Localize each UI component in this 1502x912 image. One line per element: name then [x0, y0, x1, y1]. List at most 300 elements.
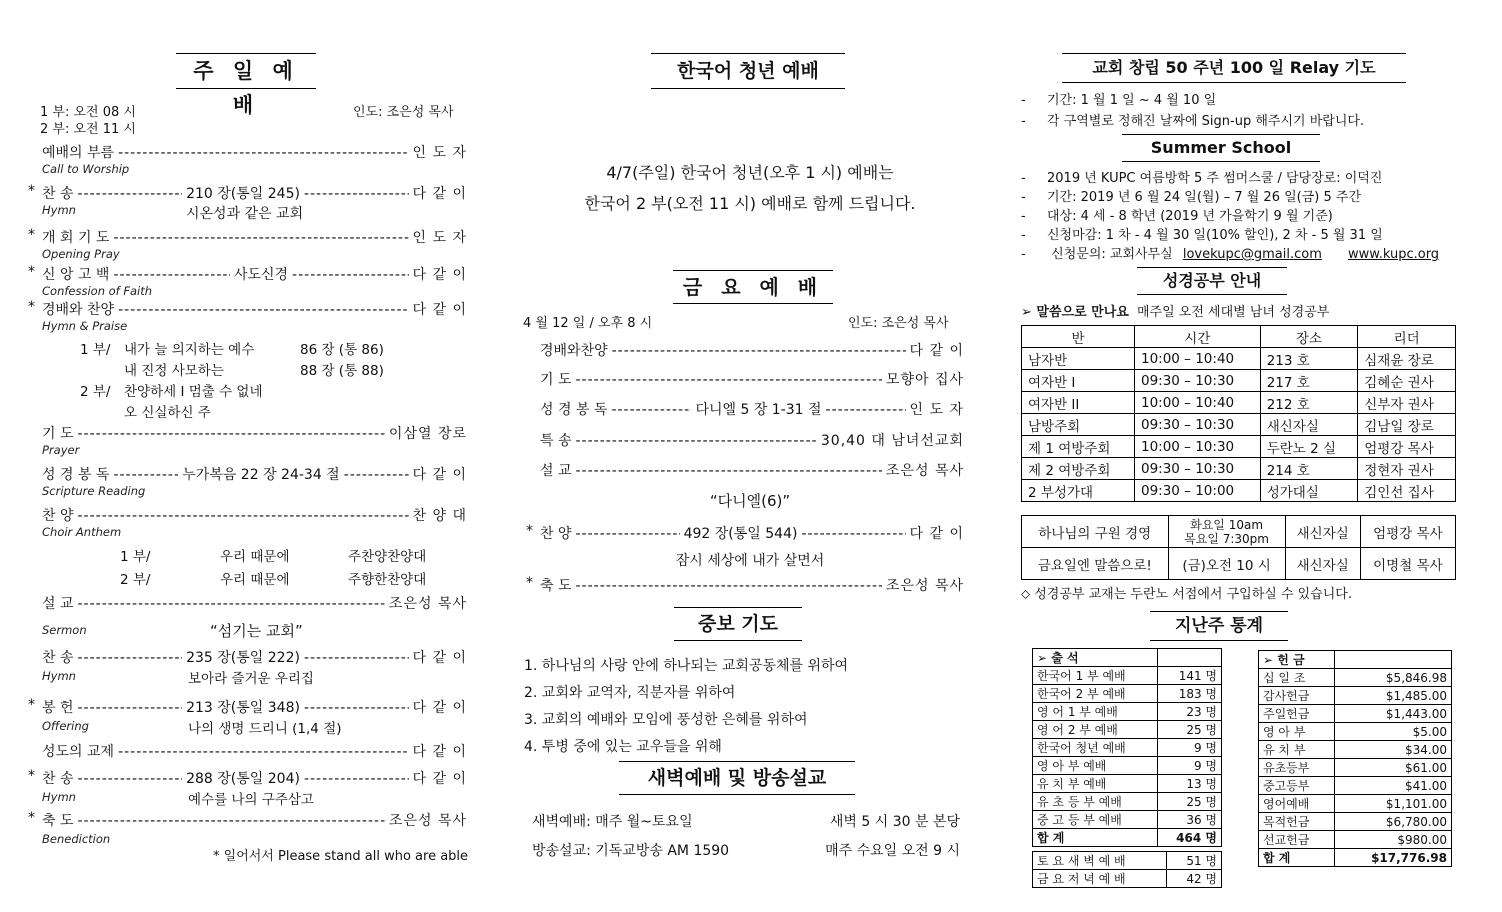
- hymn-title: 보아라 즐거운 우리집: [188, 671, 314, 687]
- table-row: [1033, 852, 1222, 870]
- table-header-blank: [1335, 651, 1452, 669]
- praise-part: 1 부/: [80, 342, 111, 358]
- schedule-time: 매주 수요일 오전 9 시: [825, 843, 960, 859]
- liturgy-detail: 다니엘 5 장 1-31 절: [695, 402, 822, 418]
- table-row: [1259, 669, 1452, 687]
- sermon-title: “섬기는 교회”: [210, 622, 303, 640]
- relay-prayer-title: 교회 창립 50 주년 100 일 Relay 기도: [1062, 53, 1406, 83]
- table-cell: 09:30 – 10:30: [1134, 414, 1260, 436]
- summer-item: [1021, 224, 1383, 243]
- liturgy-detail: 492 장(통일 544): [683, 526, 798, 542]
- bullet-dash: -: [1021, 228, 1026, 243]
- sermon-english: Sermon: [42, 623, 87, 637]
- friday-worship-title: 금 요 예 배: [673, 270, 833, 304]
- liturgy-line: [28, 183, 468, 203]
- stat-label: 영 아 부: [1259, 723, 1335, 741]
- dash-leader: [576, 578, 882, 594]
- stat-value: $1,443.00: [1335, 705, 1452, 723]
- table-cell: 09:30 – 10:30: [1134, 370, 1260, 392]
- dash-leader: [113, 467, 178, 483]
- table-row: [1033, 775, 1222, 793]
- stat-label: 한국어 청년 예배: [1033, 739, 1158, 757]
- bible-study-title: 성경공부 안내: [1137, 267, 1287, 295]
- table-row: [1259, 687, 1452, 705]
- liturgy-english: Choir Anthem: [42, 525, 122, 539]
- table-cell: 김인선 집사: [1358, 480, 1456, 502]
- liturgy-line: [42, 593, 467, 613]
- table-cell: 여자반 I: [1022, 370, 1135, 392]
- relay-item: [1021, 110, 1364, 129]
- schedule-time: 새벽 5 시 30 분 본당: [829, 814, 960, 830]
- stat-label: 선교헌금: [1259, 831, 1335, 849]
- liturgy-english: Hymn: [42, 790, 76, 804]
- stat-value: $1,101.00: [1335, 795, 1452, 813]
- liturgy-line: [28, 697, 468, 717]
- friday-date: 4 월 12 일 / 오후 8 시: [523, 316, 653, 331]
- stat-value: 141 명: [1158, 667, 1222, 685]
- attendance-extra-table: [1032, 851, 1222, 888]
- bullet-dash: -: [1021, 171, 1026, 186]
- liturgy-line: [28, 264, 468, 284]
- anthem-part: 2 부/: [120, 572, 151, 588]
- summer-item-text: 신청마감: 1 차 - 4 월 30 일(10% 할인), 2 차 - 5 월 31 일: [1047, 228, 1383, 243]
- liturgy-name: 경배와 찬양: [42, 302, 115, 318]
- friday-sermon-title: “다니엘(6)”: [709, 492, 791, 510]
- dash-leader: [611, 402, 691, 418]
- table-row: [1259, 849, 1452, 867]
- stat-value: $17,776.98: [1335, 849, 1452, 867]
- table-row: [1033, 703, 1222, 721]
- required-stand-mark: *: [28, 299, 35, 315]
- worship-leader: 인도: 조은성 목사: [353, 105, 454, 120]
- table-cell: 10:00 – 10:30: [1134, 436, 1260, 458]
- dash-leader: [78, 186, 183, 202]
- stat-value: 25 명: [1158, 793, 1222, 811]
- table-cell: 2 부성가대: [1022, 480, 1135, 502]
- table-row: [1022, 414, 1456, 436]
- bullet-dash: -: [1021, 190, 1026, 205]
- required-stand-mark: *: [28, 264, 35, 280]
- relay-item-text: 각 구역별로 정해진 날짜에 Sign-up 해주시기 바랍니다.: [1047, 114, 1365, 129]
- liturgy-name: 경배와찬양: [540, 343, 608, 359]
- offering-table: [1258, 650, 1452, 867]
- stat-value: $5,846.98: [1335, 669, 1452, 687]
- praise-part: 2 부/: [80, 384, 111, 400]
- liturgy-person: 다 같 이: [412, 186, 468, 202]
- stat-label: 영 아 부 예배: [1033, 757, 1158, 775]
- liturgy-line: [28, 299, 467, 319]
- bullet-dash: -: [1021, 93, 1026, 108]
- contact-label: 신청문의: 교회사무실: [1051, 247, 1173, 262]
- dash-leader: [801, 526, 905, 542]
- stat-value: $61.00: [1335, 759, 1452, 777]
- praise-song: 내가 늘 의지하는 예수: [124, 342, 255, 358]
- intercession-item: 3. 교회의 예배와 모임에 풍성한 은혜를 위하여: [524, 712, 808, 728]
- bible-study-table: [1021, 325, 1456, 502]
- table-cell: 이명철 목사: [1360, 548, 1455, 580]
- dash-leader: [304, 186, 409, 202]
- required-stand-mark: *: [28, 227, 35, 243]
- table-cell: 10:00 – 10:40: [1134, 392, 1260, 414]
- stat-label: 주일헌금: [1259, 705, 1335, 723]
- table-header: 리더: [1358, 326, 1456, 348]
- liturgy-line: [540, 430, 964, 450]
- stat-label: 한국어 2 부 예배: [1033, 685, 1158, 703]
- stat-value: $5.00: [1335, 723, 1452, 741]
- liturgy-line: [42, 741, 467, 761]
- dash-leader: [78, 700, 183, 716]
- liturgy-line: [28, 810, 467, 830]
- liturgy-english: Hymn & Praise: [42, 319, 128, 333]
- table-row: [1259, 759, 1452, 777]
- liturgy-detail: 사도신경: [233, 267, 289, 283]
- stat-label: 합 계: [1259, 849, 1335, 867]
- liturgy-person: 다 같 이: [412, 744, 467, 760]
- dash-leader: [576, 433, 817, 449]
- liturgy-name: 봉 헌: [42, 700, 74, 716]
- praise-number: 88 장 (통 88): [300, 363, 384, 379]
- table-row: [1259, 813, 1452, 831]
- liturgy-line: [540, 340, 964, 360]
- stat-value: $1,485.00: [1335, 687, 1452, 705]
- dash-leader: [826, 402, 906, 418]
- required-stand-mark: *: [28, 697, 35, 713]
- liturgy-person: 이삼열 장로: [388, 426, 467, 442]
- table-row: [1033, 667, 1222, 685]
- dash-leader: [78, 813, 385, 829]
- required-stand-mark: *: [28, 810, 35, 826]
- liturgy-line: [42, 142, 467, 162]
- website-link[interactable]: www.kupc.org: [1348, 247, 1440, 262]
- liturgy-person: 다 같 이: [412, 771, 468, 787]
- liturgy-line: [526, 575, 964, 595]
- stat-value: 36 명: [1158, 811, 1222, 829]
- table-row: [1259, 831, 1452, 849]
- table-cell: 신부자 권사: [1358, 392, 1456, 414]
- table-cell: 217 호: [1260, 370, 1358, 392]
- stat-label: 영어예배: [1259, 795, 1335, 813]
- liturgy-name: 축 도: [540, 578, 572, 594]
- liturgy-name: 찬 송: [42, 186, 74, 202]
- anthem-song: 우리 때문에: [220, 549, 290, 565]
- dawn-worship-title: 새벽예배 및 방송설교: [619, 761, 855, 795]
- stat-label: 유초등부: [1259, 759, 1335, 777]
- stat-value: 42 명: [1167, 870, 1222, 888]
- liturgy-name: 찬 양: [540, 526, 572, 542]
- liturgy-name: 성도의 교제: [42, 744, 115, 760]
- table-row: [1022, 348, 1456, 370]
- stat-value: 13 명: [1158, 775, 1222, 793]
- stat-label: 유 치 부: [1259, 741, 1335, 759]
- youth-notice-line2: 한국어 2 부(오전 11 시) 예배로 함께 드립니다.: [584, 194, 916, 213]
- liturgy-english: Confession of Faith: [42, 284, 153, 298]
- table-cell: 남방주회: [1022, 414, 1135, 436]
- table-row: [1033, 829, 1222, 847]
- liturgy-english: Benediction: [42, 832, 111, 846]
- table-cell: 제 2 여방주회: [1022, 458, 1135, 480]
- liturgy-line: [28, 227, 467, 247]
- liturgy-english: Call to Worship: [42, 162, 130, 176]
- table-row: [1033, 739, 1222, 757]
- table-cell: 09:30 – 10:00: [1134, 480, 1260, 502]
- stat-value: 183 명: [1158, 685, 1222, 703]
- liturgy-detail: 235 장(통일 222): [186, 650, 300, 666]
- dash-leader: [78, 650, 183, 666]
- intercession-item: 2. 교회와 교역자, 직분자를 위하여: [524, 685, 736, 701]
- schedule-label: 새벽예배: 매주 월~토요일: [532, 814, 693, 830]
- schedule-line: 목요일 7:30pm: [1184, 531, 1269, 546]
- bullet-dash: -: [1021, 209, 1026, 224]
- stat-label: 유 초 등 부 예배: [1033, 793, 1158, 811]
- praise-number: 86 장 (통 86): [300, 342, 384, 358]
- dash-leader: [78, 426, 385, 442]
- liturgy-line: [540, 369, 964, 389]
- liturgy-person: 조은성 목사: [388, 813, 467, 829]
- liturgy-english: Scripture Reading: [42, 484, 146, 498]
- service-time-2: 2 부: 오전 11 시: [40, 122, 136, 137]
- praise-song: 오 신실하신 주: [124, 405, 211, 421]
- stat-value: 23 명: [1158, 703, 1222, 721]
- hymn-title: 예수를 나의 구주삼고: [188, 792, 314, 808]
- summer-contact: - 신청문의: 교회사무실 lovekupc@gmail.com www.kupc.org: [1021, 247, 1440, 262]
- anthem-song: 우리 때문에: [220, 572, 290, 588]
- required-stand-mark: *: [526, 523, 533, 539]
- anthem-choir: 주향한찬양대: [348, 572, 427, 588]
- stat-value: 9 명: [1158, 757, 1222, 775]
- table-row: [1022, 436, 1456, 458]
- table-header: ➢ 헌 금: [1259, 651, 1335, 669]
- liturgy-line: [540, 399, 964, 419]
- table-cell: 성가대실: [1260, 480, 1358, 502]
- dash-leader: [118, 302, 408, 318]
- table-header: 반: [1022, 326, 1135, 348]
- liturgy-detail: 누가복음 22 장 24-34 절: [182, 467, 340, 483]
- table-row: [1022, 516, 1456, 548]
- liturgy-name: 예배의 부름: [42, 145, 115, 161]
- dash-leader: [113, 267, 229, 283]
- summer-item-text: 기간: 2019 년 6 월 24 일(월) – 7 월 26 일(금) 5 주간: [1047, 190, 1362, 205]
- table-cell: 213 호: [1260, 348, 1358, 370]
- liturgy-person: 다 같 이: [909, 526, 965, 542]
- table-header: 시간: [1134, 326, 1260, 348]
- liturgy-person: 조은성 목사: [885, 578, 964, 594]
- summer-school-title: Summer School: [1122, 134, 1320, 162]
- table-row: [1259, 777, 1452, 795]
- bible-study-note: ⬦ 성경공부 교재는 두란노 서점에서 구입하실 수 있습니다.: [1021, 587, 1352, 602]
- liturgy-line: [42, 464, 467, 484]
- table-row: [1033, 793, 1222, 811]
- liturgy-line: [42, 423, 467, 443]
- table-row: [1259, 705, 1452, 723]
- schedule-label: 방송설교: 기독교방송 AM 1590: [532, 843, 730, 859]
- liturgy-person: 인 도 자: [412, 145, 467, 161]
- table-row: [1022, 548, 1456, 580]
- dash-leader: [612, 343, 906, 359]
- stat-label: 중 고 등 부 예배: [1033, 811, 1158, 829]
- dash-leader: [304, 700, 409, 716]
- summer-item-text: 2019 년 KUPC 여름방학 5 주 썸머스쿨 / 담당장로: 이덕진: [1047, 171, 1383, 186]
- liturgy-person: 조은성 목사: [388, 596, 467, 612]
- stat-value: $41.00: [1335, 777, 1452, 795]
- stat-label: 중고등부: [1259, 777, 1335, 795]
- praise-song: 내 진정 사모하는: [124, 363, 224, 379]
- table-row: [1033, 811, 1222, 829]
- liturgy-name: 기 도: [42, 426, 74, 442]
- stat-label: 유 치 부 예배: [1033, 775, 1158, 793]
- weekly-stats-title: 지난주 통계: [1150, 611, 1288, 641]
- stat-label: 금 요 저 녁 예 배: [1033, 870, 1167, 888]
- liturgy-line: [540, 460, 964, 480]
- stat-value: $980.00: [1335, 831, 1452, 849]
- schedule-line: 화요일 10am: [1190, 517, 1264, 532]
- stat-label: 감사헌금: [1259, 687, 1335, 705]
- table-cell: 김남일 장로: [1358, 414, 1456, 436]
- liturgy-person: 다 같 이: [412, 467, 468, 483]
- table-cell: 214 호: [1260, 458, 1358, 480]
- table-cell: 엄평강 목사: [1358, 436, 1456, 458]
- table-cell: 두란노 2 실: [1260, 436, 1358, 458]
- summer-item-text: 대상: 4 세 - 8 학년 (2019 년 가을학기 9 월 기준): [1047, 209, 1333, 224]
- table-cell: 09:30 – 10:30: [1134, 458, 1260, 480]
- table-row: [1022, 480, 1456, 502]
- stat-label: 영 어 2 부 예배: [1033, 721, 1158, 739]
- liturgy-name: 기 도: [540, 372, 572, 388]
- liturgy-detail: 288 장(통일 204): [186, 771, 300, 787]
- liturgy-english: Prayer: [42, 443, 80, 457]
- table-cell: 정현자 권사: [1358, 458, 1456, 480]
- relay-item: [1021, 89, 1216, 108]
- table-row: [1033, 757, 1222, 775]
- table-cell: 남자반: [1022, 348, 1135, 370]
- dash-leader: [118, 744, 408, 760]
- summer-item: [1021, 186, 1361, 205]
- liturgy-name: 개 회 기 도: [42, 230, 110, 246]
- service-time-1: 1 부: 오전 08 시: [40, 105, 136, 120]
- liturgy-person: 조은성 목사: [885, 463, 964, 479]
- liturgy-person: 다 같 이: [412, 267, 468, 283]
- hymn-title: 나의 생명 드리니 (1,4 절): [188, 721, 342, 737]
- table-cell: 212 호: [1260, 392, 1358, 414]
- dash-leader: [78, 596, 385, 612]
- bible-study-intro: [1021, 301, 1329, 320]
- liturgy-person: 인 도 자: [909, 402, 965, 418]
- table-row: [1022, 370, 1456, 392]
- liturgy-person: 찬 양 대: [412, 508, 467, 524]
- liturgy-name: 설 교: [540, 463, 572, 479]
- table-row: [1033, 685, 1222, 703]
- bible-intro-bold: ➢ 말씀으로 만나요: [1021, 305, 1129, 320]
- table-row: [1259, 741, 1452, 759]
- table-cell: 제 1 여방주회: [1022, 436, 1135, 458]
- dash-leader: [304, 650, 409, 666]
- required-stand-mark: *: [526, 575, 533, 591]
- attendance-table: [1032, 648, 1222, 847]
- summer-item: [1021, 205, 1333, 224]
- dash-leader: [576, 372, 882, 388]
- dash-leader: [113, 230, 408, 246]
- table-cell: (금)오전 10 시: [1168, 548, 1285, 580]
- liturgy-name: 찬 송: [42, 650, 74, 666]
- liturgy-name: 특 송: [540, 433, 572, 449]
- liturgy-english: Hymn: [42, 203, 76, 217]
- summer-item: [1021, 167, 1382, 186]
- stat-value: 51 명: [1167, 852, 1222, 870]
- liturgy-name: 신 앙 고 백: [42, 267, 110, 283]
- sunday-worship-title: 주 일 예 배: [176, 53, 316, 89]
- stat-value: $6,780.00: [1335, 813, 1452, 831]
- table-cell: 여자반 II: [1022, 392, 1135, 414]
- dash-leader: [576, 526, 680, 542]
- intercession-item: 1. 하나님의 사랑 안에 하나되는 교회공동체를 위하여: [524, 658, 849, 674]
- anthem-part: 1 부/: [120, 549, 151, 565]
- table-header-blank: [1158, 649, 1222, 667]
- liturgy-english: Opening Pray: [42, 247, 120, 261]
- required-stand-mark: *: [28, 768, 35, 784]
- liturgy-person: 다 같 이: [412, 700, 468, 716]
- dash-leader: [118, 145, 408, 161]
- table-cell: 금요일엔 말씀으로!: [1022, 548, 1169, 580]
- liturgy-person: 다 같 이: [412, 302, 467, 318]
- stat-label: 토 요 새 벽 예 배: [1033, 852, 1167, 870]
- table-row: [1259, 795, 1452, 813]
- liturgy-person: 인 도 자: [412, 230, 467, 246]
- table-cell: 새신자실: [1260, 414, 1358, 436]
- liturgy-name: 성 경 봉 독: [540, 402, 608, 418]
- intercession-item: 4. 투병 중에 있는 교우들을 위해: [524, 739, 722, 755]
- required-stand-mark: *: [28, 183, 35, 199]
- relay-item-text: 기간: 1 월 1 일 ~ 4 월 10 일: [1047, 93, 1217, 108]
- youth-notice-line1: 4/7(주일) 한국어 청년(오후 1 시) 예배는: [606, 163, 894, 182]
- liturgy-english: Hymn: [42, 669, 76, 683]
- stat-value: $34.00: [1335, 741, 1452, 759]
- table-row: [1033, 721, 1222, 739]
- table-row: [1022, 458, 1456, 480]
- stand-footnote: * 일어서서 Please stand all who are able: [213, 849, 469, 864]
- dash-leader: [292, 267, 408, 283]
- table-row: [1033, 870, 1222, 888]
- contact-email-link[interactable]: lovekupc@gmail.com: [1182, 247, 1322, 262]
- table-cell: 새신자실: [1285, 548, 1360, 580]
- youth-worship-title: 한국어 청년 예배: [651, 53, 845, 89]
- table-header: ➢ 출 석: [1033, 649, 1158, 667]
- anthem-choir: 주찬양찬양대: [348, 549, 427, 565]
- liturgy-detail: 210 장(통일 245): [186, 186, 300, 202]
- liturgy-name: 찬 양: [42, 508, 74, 524]
- table-row: [1259, 723, 1452, 741]
- stat-label: 영 어 1 부 예배: [1033, 703, 1158, 721]
- friday-leader: 인도: 조은성 목사: [848, 316, 949, 331]
- dash-leader: [576, 463, 882, 479]
- table-cell: 김혜순 권사: [1358, 370, 1456, 392]
- dash-leader: [78, 508, 409, 524]
- stat-label: 목적헌금: [1259, 813, 1335, 831]
- special-classes-table: [1021, 515, 1456, 580]
- liturgy-name: 설 교: [42, 596, 74, 612]
- liturgy-line: [42, 505, 467, 525]
- hymn-title: 시온성과 같은 교회: [186, 206, 304, 222]
- liturgy-english: Offering: [42, 719, 89, 733]
- liturgy-name: 축 도: [42, 813, 74, 829]
- table-cell: 하나님의 구원 경영: [1022, 516, 1169, 548]
- liturgy-line: [526, 523, 965, 543]
- stat-value: 25 명: [1158, 721, 1222, 739]
- stat-value: 464 명: [1158, 829, 1222, 847]
- dash-leader: [304, 771, 409, 787]
- liturgy-person: 다 같 이: [909, 343, 964, 359]
- dash-leader: [344, 467, 409, 483]
- table-cell: 새신자실: [1285, 516, 1360, 548]
- bullet-dash: -: [1021, 114, 1026, 129]
